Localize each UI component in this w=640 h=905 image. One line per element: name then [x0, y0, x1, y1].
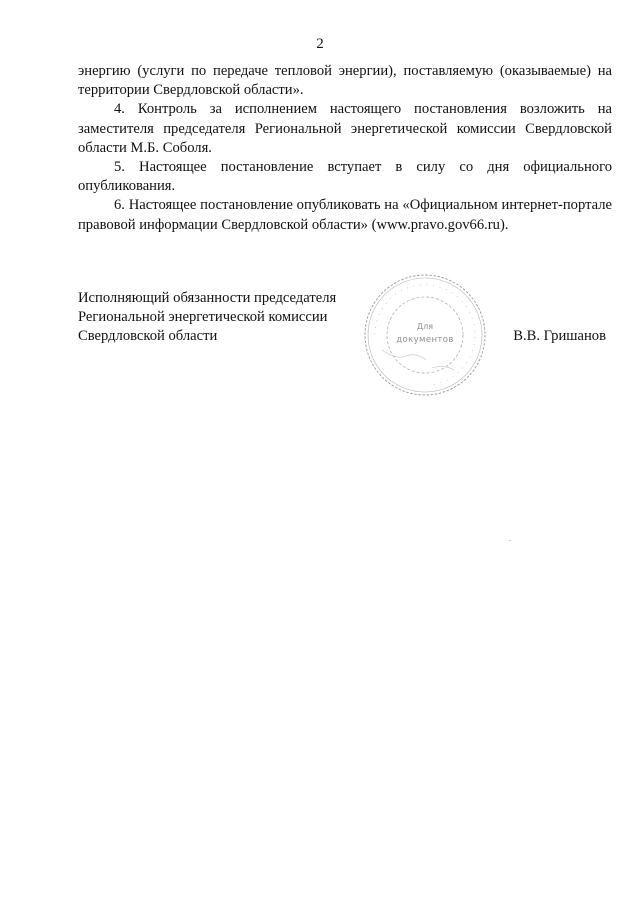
scan-speck — [509, 540, 511, 541]
signer-name: В.В. Гришанов — [513, 328, 606, 344]
document-body — [78, 62, 612, 235]
paragraph-effective-date: 5. Настоящее постановление вступает в силу со дня официального опубликования. — [78, 159, 612, 195]
signatory-position-line: Свердловской области — [78, 328, 218, 345]
signatory-position — [78, 289, 378, 347]
stamp-text-line: документов — [396, 335, 454, 345]
official-seal-icon — [362, 272, 488, 398]
signatory-position-line: Региональной энергетической комиссии — [78, 309, 328, 326]
paragraph-publication: 6. Настоящее постановление опубликовать на «Официальном интернет-портале правовой информации Свердловской области» (www.pravo.gov66.ru). — [78, 197, 612, 233]
stamp-text-line: Для — [416, 322, 434, 331]
svg-text:· · · · · · · · · · · · · · ·: · · · · · · · · · · · · · · · · · · · · · · · · · · · · · · · · · · · — [371, 281, 479, 388]
paragraph-control-clause: 4. Контроль за исполнением настоящего постановления возложить на заместителя председателя Региональной энергетической комиссии Свердловской области М.Б. Соболя. — [78, 101, 612, 156]
page-number: 2 — [316, 36, 324, 52]
signatory-position-line: Исполняющий обязанности председателя — [78, 290, 337, 306]
paragraph-tariff-continuation: энергию (услуги по передаче тепловой энергии), поставляемую (оказываемые) на территории Свердловской области». — [78, 63, 612, 99]
